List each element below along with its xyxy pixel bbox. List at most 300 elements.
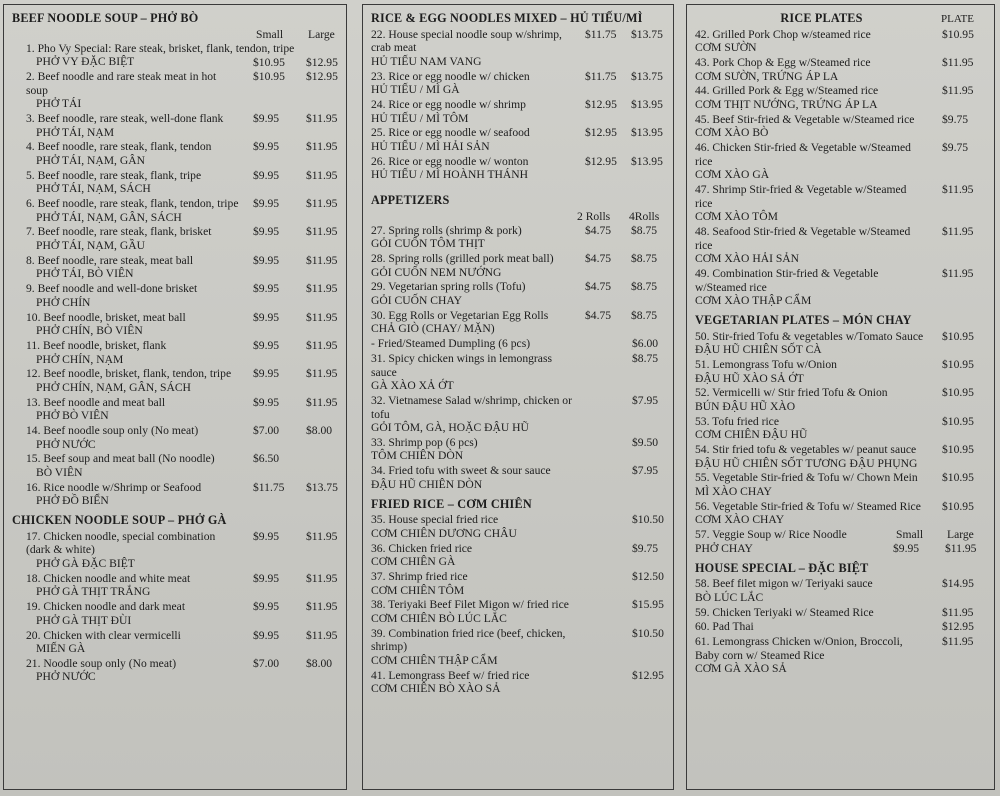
item-name: 29. Vegetarian spring rolls (Tofu)	[371, 280, 526, 294]
item-vietnamese-name: PHỞ NƯỚC	[36, 670, 96, 684]
price-small: $10.95	[942, 329, 974, 343]
item-name: - Fried/Steamed Dumpling (6 pcs)	[371, 337, 531, 351]
item-vietnamese-name: PHỞ TÁI, NẠM	[36, 125, 115, 139]
item-vietnamese-name: PHỞ NƯỚC	[36, 437, 96, 451]
price-large: $11.95	[306, 168, 338, 182]
section-title: RICE PLATES	[780, 11, 863, 25]
item-vietnamese-name: HỦ TIẾU NAM VANG	[371, 54, 482, 68]
item-name: 7. Beef noodle, rare steak, flank, brisket	[26, 225, 212, 239]
item-name: 32. Vietnamese Salad w/shrimp, chicken or tofu	[371, 393, 572, 421]
item-name: 52. Vermicelli w/ Stir fried Tofu & Onion	[695, 386, 888, 400]
section-title: VEGETARIAN PLATES – MÓN CHAY	[695, 312, 912, 327]
menu-item	[12, 140, 340, 167]
column-header-large: Large	[308, 27, 335, 41]
item-vietnamese-name: PHỞ CHÍN	[36, 295, 91, 309]
section-header	[371, 194, 667, 208]
price-small: $11.95	[942, 55, 974, 69]
price-small: $11.75	[253, 480, 285, 494]
menu-item	[695, 56, 988, 83]
item-name: 10. Beef noodle, brisket, meat ball	[26, 310, 186, 324]
price-large: $11.95	[306, 140, 338, 154]
item-vietnamese-name: GÀ XÀO XẢ ỚT	[371, 379, 454, 393]
item-vietnamese-name: PHỞ CHÍN, NẠM	[36, 352, 124, 366]
price-small: $4.75	[585, 252, 612, 266]
price-large: $13.75	[306, 480, 338, 494]
price-small: $10.95	[942, 443, 974, 457]
item-vietnamese-name: GỎI CUỐN CHAY	[371, 294, 463, 307]
price-large: $11.95	[306, 111, 338, 125]
item-vietnamese-name: PHỞ CHÍN, NẠM, GÂN, SÁCH	[36, 380, 191, 394]
item-vietnamese-name: GỎI CUỐN TÔM THỊT	[371, 237, 485, 251]
item-name: 47. Shrimp Stir-fried & Vegetable w/Steamed rice	[695, 183, 907, 210]
item-name: 26. Rice or egg noodle w/ wonton	[371, 154, 529, 168]
item-name: 27. Spring rolls (shrimp & pork)	[371, 223, 522, 237]
section-title: RICE & EGG NOODLES MIXED – HỦ TIẾU/MÌ	[371, 11, 643, 25]
item-vietnamese-name: CƠM CHIÊN BÒ LÚC LẮC	[371, 611, 507, 625]
item-vietnamese-name: GỎI TÔM, GÀ, HOẶC ĐẬU HŨ	[371, 421, 529, 435]
menu-item	[12, 452, 340, 479]
menu-item	[12, 396, 340, 423]
price-small: $11.95	[942, 605, 974, 619]
item-name: 13. Beef noodle and meat ball	[26, 395, 166, 409]
price-small: $9.95	[253, 628, 280, 642]
item-name: 17. Chicken noodle, special combination (dark & white)	[26, 529, 216, 557]
item-vietnamese-name: PHỞ TÁI	[36, 97, 82, 111]
menu-item	[371, 352, 667, 393]
item-name: 9. Beef noodle and well-done brisket	[26, 282, 198, 296]
item-vietnamese-name: PHỞ BÒ VIÊN	[36, 409, 109, 423]
item-name: 25. Rice or egg noodle w/ seafood	[371, 126, 530, 140]
item-name: 4. Beef noodle, rare steak, flank, tendon	[26, 140, 212, 154]
price-large: $8.75	[631, 280, 658, 294]
price-large: $11.95	[306, 367, 338, 381]
menu-item	[371, 464, 667, 491]
menu-column-2	[362, 4, 674, 790]
price-small: $10.95	[253, 69, 285, 83]
item-name: 21. Noodle soup only (No meat)	[26, 656, 177, 670]
price-small: $11.95	[942, 225, 974, 239]
price-large: $11.95	[306, 282, 338, 296]
price-small: $9.95	[253, 310, 280, 324]
price-small: $10.50	[632, 513, 664, 527]
item-name: 8. Beef noodle, rare steak, meat ball	[26, 253, 194, 267]
price-small: $10.95	[942, 357, 974, 371]
item-name: 45. Beef Stir-fried & Vegetable w/Steamed rice	[695, 112, 915, 126]
item-name: 12. Beef noodle, brisket, flank, tendon, tripe	[26, 367, 232, 381]
price-small: $7.95	[632, 393, 659, 407]
item-vietnamese-name: PHỞ TÁI, NẠM, GÂN, SÁCH	[36, 210, 182, 224]
item-vietnamese-name: CƠM CHIÊN GÀ	[371, 555, 456, 569]
price-small: $10.95	[942, 386, 974, 400]
menu-item	[371, 337, 667, 351]
menu-item	[12, 254, 340, 281]
item-vietnamese-name: CƠM CHIÊN DƯƠNG CHÂU	[371, 526, 517, 540]
menu-item	[695, 635, 988, 676]
item-vietnamese-name: CƠM XÀO CHAY	[695, 513, 785, 527]
price-small: $4.75	[585, 308, 612, 322]
section-title: HOUSE SPECIAL – ĐẶC BIỆT	[695, 560, 869, 575]
item-name: 31. Spicy chicken wings in lemongrass sauce	[371, 351, 552, 379]
item-name: 50. Stir-fried Tofu & vegetables w/Tomato Sauce	[695, 329, 924, 343]
menu-item	[12, 169, 340, 196]
item-vietnamese-name: CƠM CHIÊN ĐẬU HŨ	[695, 428, 808, 442]
menu-item	[12, 112, 340, 139]
price-column-headers	[371, 210, 667, 224]
price-small: $9.95	[253, 571, 280, 585]
item-name: 48. Seafood Stir-fried & Vegetable w/Steamed rice	[695, 225, 911, 252]
item-name: 18. Chicken noodle and white meat	[26, 571, 191, 585]
price-small: $6.50	[253, 452, 280, 466]
item-name: 58. Beef filet migon w/ Teriyaki sauce	[695, 577, 873, 591]
price-large: $11.95	[306, 395, 338, 409]
item-name: 54. Stir fried tofu & vegetables w/ peanut sauce	[695, 443, 917, 457]
item-name: 35. House special fried rice	[371, 513, 499, 527]
price-large: $12.95	[306, 55, 338, 69]
price-small: $10.95	[253, 55, 285, 69]
price-small: $9.75	[632, 541, 659, 555]
menu-item	[695, 141, 988, 182]
section-gap	[695, 557, 988, 561]
menu-item	[695, 471, 988, 498]
section-header	[12, 514, 340, 528]
price-small: $10.95	[942, 471, 974, 485]
menu-item	[12, 70, 340, 111]
item-name: 37. Shrimp fried rice	[371, 569, 468, 583]
price-small: $9.50	[632, 435, 659, 449]
menu-item	[12, 339, 340, 366]
section-header	[695, 314, 988, 328]
item-name: 43. Pork Chop & Egg w/Steamed rice	[695, 55, 871, 69]
item-vietnamese-name: BÚN ĐẬU HŨ XÀO	[695, 399, 796, 413]
item-vietnamese-name: ĐẬU HŨ XÀO SẢ ỚT	[695, 371, 804, 385]
menu-item	[371, 126, 667, 153]
menu-item	[695, 267, 988, 308]
price-small: $9.75	[942, 112, 969, 126]
price-large: $11.95	[306, 253, 338, 267]
menu-column-1	[3, 4, 347, 790]
item-vietnamese-name: BÒ VIÊN	[36, 466, 83, 480]
item-name: 19. Chicken noodle and dark meat	[26, 600, 186, 614]
price-small: $9.95	[253, 367, 280, 381]
price-large: $8.75	[631, 252, 658, 266]
price-large: $11.95	[306, 338, 338, 352]
menu-item	[12, 367, 340, 394]
item-name: 33. Shrimp pop (6 pcs)	[371, 435, 478, 449]
item-name: 1. Pho Vy Special: Rare steak, brisket, flank, tendon, tripe	[26, 41, 295, 55]
item-vietnamese-name: PHỞ GÀ ĐẶC BIỆT	[36, 556, 135, 570]
price-small: $11.95	[942, 183, 974, 197]
menu-item	[371, 70, 667, 97]
price-large: $11.95	[945, 542, 977, 556]
price-small: $9.95	[253, 282, 280, 296]
menu-item	[371, 28, 667, 69]
item-vietnamese-name: PHỞ GÀ THỊT ĐÙI	[36, 613, 132, 627]
price-small: $10.50	[632, 626, 664, 640]
price-large: $8.75	[631, 308, 658, 322]
price-small: $9.95	[253, 168, 280, 182]
menu-item	[371, 155, 667, 182]
price-small: $14.95	[942, 577, 974, 591]
section-title: BEEF NOODLE SOUP – PHỞ BÒ	[12, 11, 199, 25]
price-small: $12.95	[585, 126, 617, 140]
menu-item	[12, 225, 340, 252]
item-vietnamese-name: PHỞ GÀ THỊT TRẮNG	[36, 585, 151, 599]
section-header	[12, 12, 340, 26]
price-small: $11.95	[942, 635, 974, 649]
item-vietnamese-name: CƠM CHIÊN THẬP CẨM	[371, 653, 498, 667]
item-name: 23. Rice or egg noodle w/ chicken	[371, 69, 530, 83]
item-vietnamese-name: CƠM XÀO GÀ	[695, 168, 770, 182]
menu-item	[12, 481, 340, 508]
price-small: $9.95	[253, 197, 280, 211]
item-name: 20. Chicken with clear vermicelli	[26, 628, 181, 642]
price-small: $11.95	[942, 84, 974, 98]
item-name: 22. House special noodle soup w/shrimp, crab meat	[371, 27, 562, 55]
item-name: 38. Teriyaki Beef Filet Migon w/ fried rice	[371, 598, 569, 612]
item-name: 6. Beef noodle, rare steak, flank, tendon, tripe	[26, 197, 239, 211]
price-small: $12.95	[585, 154, 617, 168]
price-small: $12.50	[632, 569, 664, 583]
menu-item	[695, 28, 988, 55]
item-name: 3. Beef noodle, rare steak, well-done flank	[26, 111, 224, 125]
item-vietnamese-name: PHỞ TÁI, NẠM, SÁCH	[36, 182, 151, 196]
item-name: 59. Chicken Teriyaki w/ Steamed Rice	[695, 605, 874, 619]
item-name: 61. Lemongrass Chicken w/Onion, Broccoli, Baby corn w/ Steamed Rice	[695, 635, 903, 662]
price-small: $11.75	[585, 69, 617, 83]
menu-item-soup	[695, 528, 988, 555]
menu-item	[695, 183, 988, 224]
item-vietnamese-name: HỦ TIẾU / MÌ GÀ	[371, 83, 460, 97]
section-header	[695, 12, 988, 26]
section-header	[371, 498, 667, 512]
item-vietnamese-name: CƠM XÀO TÔM	[695, 210, 778, 224]
price-small: $7.00	[253, 424, 280, 438]
column-header-small: 2 Rolls	[577, 209, 611, 223]
price-small: $8.75	[632, 351, 659, 365]
menu-item	[371, 436, 667, 463]
column-header-plate: PLATE	[941, 13, 974, 25]
item-name: 11. Beef noodle, brisket, flank	[26, 338, 167, 352]
menu-item	[12, 572, 340, 599]
item-vietnamese-name: PHỞ VY ĐẶC BIỆT	[36, 55, 135, 69]
item-vietnamese-name: PHỞ ĐỒ BIỂN	[36, 494, 109, 508]
price-large: $13.75	[631, 27, 663, 41]
menu-item	[695, 606, 988, 620]
menu-item	[371, 542, 667, 569]
item-vietnamese-name: CƠM XÀO BÒ	[695, 126, 769, 140]
column-header-large: 4Rolls	[629, 209, 660, 223]
item-vietnamese-name: CƠM GÀ XÀO SẢ	[695, 662, 787, 676]
item-vietnamese-name: HỦ TIẾU / MÌ HOÀNH THÁNH	[371, 168, 529, 182]
price-large: $12.95	[306, 69, 338, 83]
item-name: 51. Lemongrass Tofu w/Onion	[695, 357, 837, 371]
price-small: $12.95	[585, 97, 617, 111]
price-small: $15.95	[632, 598, 664, 612]
price-small: $9.95	[253, 600, 280, 614]
item-name: 56. Vegetable Stir-fried & Tofu w/ Steamed Rice	[695, 499, 921, 513]
price-large: $11.95	[306, 628, 338, 642]
item-name: 60. Pad Thai	[695, 620, 754, 634]
item-name: 42. Grilled Pork Chop w/steamed rice	[695, 27, 871, 41]
price-large: $11.95	[306, 600, 338, 614]
menu-item	[695, 225, 988, 266]
item-name: 36. Chicken fried rice	[371, 541, 473, 555]
menu-item	[695, 620, 988, 634]
item-vietnamese-name: ĐẬU HŨ CHIÊN SỐT CÀ	[695, 343, 822, 357]
item-vietnamese-name: PHỞ TÁI, NẠM, GÂN	[36, 153, 145, 167]
price-large: $13.95	[631, 97, 663, 111]
item-vietnamese-name: CƠM XÀO HẢI SẢN	[695, 252, 800, 266]
item-vietnamese-name: PHỞ TÁI, NẠM, GẦU	[36, 239, 145, 253]
menu-item	[371, 224, 667, 251]
price-large: $13.95	[631, 126, 663, 140]
price-large: $13.95	[631, 154, 663, 168]
menu-item	[12, 197, 340, 224]
item-name: 30. Egg Rolls or Vegetarian Egg Rolls	[371, 308, 549, 322]
menu-item	[695, 415, 988, 442]
price-large: $11.95	[306, 197, 338, 211]
item-vietnamese-name: CHẢ GIÒ (CHAY/ MẶN)	[371, 322, 495, 336]
price-large: $11.95	[306, 310, 338, 324]
price-small: $9.95	[253, 395, 280, 409]
section-title: FRIED RICE – CƠM CHIÊN	[371, 496, 532, 511]
column-header-small: Small	[256, 27, 284, 41]
menu-item	[371, 280, 667, 307]
item-vietnamese-name: PHỞ CHAY	[695, 541, 753, 555]
item-name: 34. Fried tofu with sweet & sour sauce	[371, 464, 551, 478]
item-name: 46. Chicken Stir-fried & Vegetable w/Steamed rice	[695, 141, 911, 168]
price-small: $9.95	[253, 338, 280, 352]
item-name: 39. Combination fried rice (beef, chicken, shrimp)	[371, 626, 566, 654]
menu-item	[371, 394, 667, 435]
item-name: 16. Rice noodle w/Shrimp or Seafood	[26, 480, 202, 494]
menu-item	[371, 513, 667, 540]
menu-item	[12, 42, 340, 69]
item-vietnamese-name: MÌ XÀO CHAY	[695, 485, 772, 499]
soup-header-large: Large	[947, 528, 974, 542]
item-vietnamese-name: PHỞ TÁI, BÒ VIÊN	[36, 267, 134, 281]
item-name: 55. Vegetable Stir-fried & Tofu w/ Chown Mein	[695, 471, 918, 485]
menu-item	[371, 252, 667, 279]
price-small: $12.95	[942, 620, 974, 634]
menu-item	[371, 598, 667, 625]
price-small: $9.95	[253, 140, 280, 154]
price-small: $10.95	[942, 27, 974, 41]
price-small: $9.95	[893, 542, 920, 556]
menu-item	[12, 311, 340, 338]
item-vietnamese-name: HỦ TIẾU / MÌ HẢI SẢN	[371, 139, 490, 153]
price-small: $11.75	[585, 27, 617, 41]
price-column-headers	[12, 28, 340, 42]
menu-item	[695, 500, 988, 527]
price-small: $9.95	[253, 253, 280, 267]
price-small: $9.95	[253, 111, 280, 125]
menu-item	[12, 600, 340, 627]
item-name: 24. Rice or egg noodle w/ shrimp	[371, 97, 526, 111]
item-vietnamese-name: ĐẬU HŨ CHIÊN DÒN	[371, 477, 483, 491]
item-name: 5. Beef noodle, rare steak, flank, tripe	[26, 168, 202, 182]
menu-item	[371, 98, 667, 125]
item-vietnamese-name: TÔM CHIÊN DÒN	[371, 449, 464, 463]
menu-item	[12, 629, 340, 656]
price-small: $4.75	[585, 223, 612, 237]
price-small: $9.75	[942, 141, 969, 155]
item-vietnamese-name: CƠM SƯỜN, TRỨNG ÁP LA	[695, 69, 839, 83]
section-title: APPETIZERS	[371, 193, 450, 208]
item-name: 49. Combination Stir-fried & Vegetable w/Steamed rice	[695, 267, 879, 294]
item-vietnamese-name: CƠM THỊT NƯỚNG, TRỨNG ÁP LA	[695, 97, 878, 111]
price-small: $10.95	[942, 414, 974, 428]
menu-item	[695, 358, 988, 385]
item-name: 57. Veggie Soup w/ Rice Noodle	[695, 528, 847, 542]
price-large: $8.75	[631, 223, 658, 237]
item-vietnamese-name: BÒ LÚC LẮC	[695, 590, 764, 604]
section-header	[695, 562, 988, 576]
menu-item	[695, 84, 988, 111]
price-large: $8.00	[306, 424, 333, 438]
price-large: $11.95	[306, 529, 338, 543]
item-name: 15. Beef soup and meat ball (No noodle)	[26, 452, 215, 466]
section-gap	[371, 183, 667, 193]
price-small: $9.95	[253, 529, 280, 543]
item-name: 14. Beef noodle soup only (No meat)	[26, 424, 199, 438]
price-small: $10.95	[942, 499, 974, 513]
price-large: $8.00	[306, 656, 333, 670]
menu-item	[12, 657, 340, 684]
price-small: $7.95	[632, 464, 659, 478]
section-header	[371, 12, 667, 26]
price-small: $9.95	[253, 225, 280, 239]
price-small: $6.00	[632, 337, 659, 351]
menu-item	[371, 570, 667, 597]
menu-item	[695, 577, 988, 604]
price-large: $11.95	[306, 571, 338, 585]
item-name: 53. Tofu fried rice	[695, 414, 779, 428]
price-small: $12.95	[632, 668, 664, 682]
menu-item	[12, 282, 340, 309]
price-small: $4.75	[585, 280, 612, 294]
soup-header-small: Small	[896, 528, 924, 542]
item-vietnamese-name: ĐẬU HŨ CHIÊN SỐT TƯƠNG ĐẬU PHỤNG	[695, 456, 918, 470]
item-name: 28. Spring rolls (grilled pork meat ball)	[371, 252, 554, 266]
item-name: 2. Beef noodle and rare steak meat in hot soup	[26, 69, 217, 97]
item-name: 41. Lemongrass Beef w/ fried rice	[371, 668, 530, 682]
menu-item	[695, 386, 988, 413]
menu-item	[12, 424, 340, 451]
menu-item	[371, 309, 667, 336]
item-vietnamese-name: GỎI CUỐN NEM NƯỚNG	[371, 265, 502, 279]
item-vietnamese-name: CƠM XÀO THẬP CẨM	[695, 294, 812, 308]
menu-item	[12, 530, 340, 571]
menu-item	[695, 443, 988, 470]
item-vietnamese-name: HỦ TIẾU / MÌ TÔM	[371, 111, 469, 125]
menu-item	[371, 669, 667, 696]
price-large: $13.75	[631, 69, 663, 83]
section-title: CHICKEN NOODLE SOUP – PHỞ GÀ	[12, 513, 227, 528]
menu-item	[371, 627, 667, 668]
item-vietnamese-name: CƠM CHIÊN BÒ XÀO SẢ	[371, 682, 501, 696]
menu-item	[695, 113, 988, 140]
menu-item	[695, 330, 988, 357]
item-vietnamese-name: CƠM CHIÊN TÔM	[371, 583, 465, 597]
menu-column-3	[686, 4, 995, 790]
item-vietnamese-name: CƠM SƯỜN	[695, 41, 757, 55]
item-name: 44. Grilled Pork & Egg w/Steamed rice	[695, 84, 879, 98]
item-vietnamese-name: MIẾN GÀ	[36, 642, 86, 656]
price-small: $11.95	[942, 267, 974, 280]
item-vietnamese-name: PHỞ CHÍN, BÒ VIÊN	[36, 324, 143, 338]
price-large: $11.95	[306, 225, 338, 239]
